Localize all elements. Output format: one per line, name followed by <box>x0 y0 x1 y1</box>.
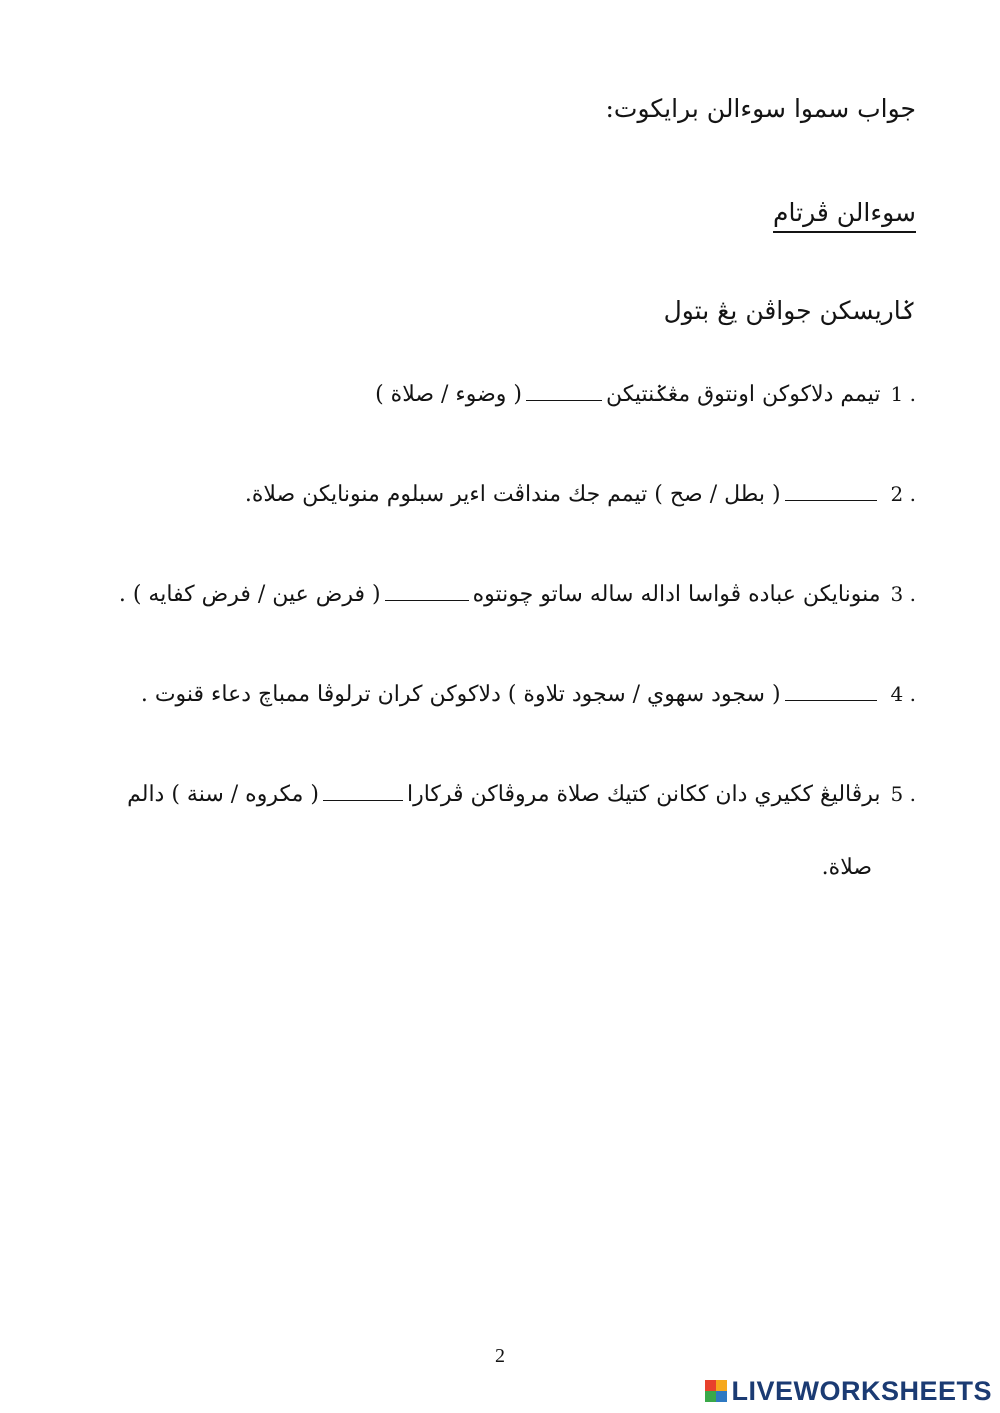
answer-blank[interactable] <box>785 480 877 501</box>
question-5-continuation: صلاة. <box>821 855 872 880</box>
section-instruction: ݢاريسکن جواڤن يڠ بتول <box>663 296 916 325</box>
question-1 <box>375 378 916 411</box>
question-number: 5 . <box>890 782 916 806</box>
question-text: منونايکن عباده ڤواسا اداله ساله ساتو چونتوه <box>472 582 881 607</box>
logo-square <box>705 1391 716 1402</box>
logo-squares-icon <box>705 1380 727 1402</box>
answer-blank[interactable] <box>785 680 877 701</box>
question-text: ( بطل / صح ) تيمم جك منداڤت اءير سبلوم منونايکن صلاة. <box>244 482 781 507</box>
question-options: ( مکروه / سنة ) دالم <box>127 782 319 807</box>
answer-blank[interactable] <box>526 380 602 401</box>
question-options: ( وضوء / صلاة ) <box>375 382 522 407</box>
question-number: 3 . <box>890 582 916 606</box>
question-4 <box>141 678 916 711</box>
logo-square <box>716 1380 727 1391</box>
answer-blank[interactable] <box>323 780 403 801</box>
logo-square <box>705 1380 716 1391</box>
question-5 <box>127 778 916 811</box>
question-2 <box>245 478 916 511</box>
question-text: تيمم دلاکوکن اونتوق مڠݢنتيکن <box>606 382 881 407</box>
question-options: ( فرض عين / فرض کفايه ) . <box>118 582 381 607</box>
question-number: 4 . <box>890 682 916 706</box>
page-number: 2 <box>495 1345 505 1367</box>
instruction-heading: جواب سموا سوءالن برايكوت: <box>605 94 916 123</box>
question-text: ( سجود سهوي / سجود تلاوة ) دلاکوکن کران ترلوڤا ممباچ دعاء قنوت . <box>140 682 781 707</box>
question-3 <box>119 578 916 611</box>
logo-square <box>716 1391 727 1402</box>
question-number: 2 . <box>890 482 916 506</box>
question-text: برڤاليڠ ککيري دان ککانن کتيك صلاة مروڤاکن ڤرکارا <box>406 782 881 807</box>
liveworksheets-logo[interactable] <box>705 1374 992 1408</box>
answer-blank[interactable] <box>385 580 469 601</box>
logo-text: LIVEWORKSHEETS <box>731 1375 992 1406</box>
question-number: 1 . <box>890 382 916 406</box>
section-title: سوءالن ڤرتام <box>773 198 916 227</box>
